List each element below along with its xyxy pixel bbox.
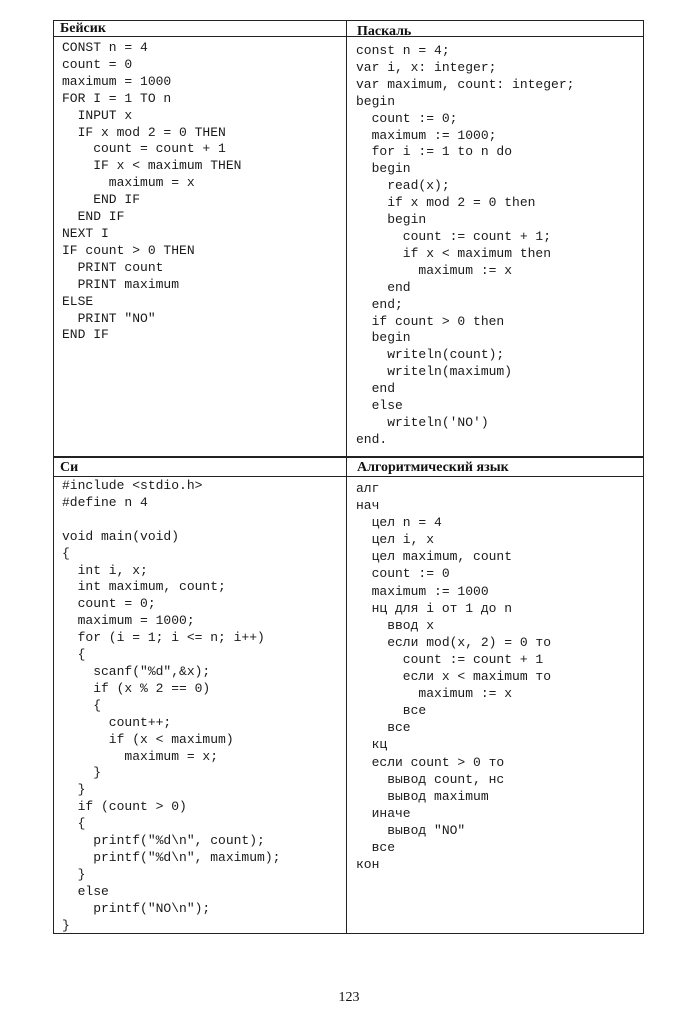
column-divider — [346, 21, 347, 933]
header-divider-bottom — [54, 476, 643, 477]
algo-code: алг нач цел n = 4 цел i, x цел maximum, count count := 0 maximum := 1000 нц для i от 1 до n ввод x если mod(x, 2) = 0 то count := count + 1 если x < maximum то maximum := x все все кц если count > 0 то вывод count, нс вывод maximum иначе вывод "NO" все кон — [356, 481, 552, 873]
pascal-title: Паскаль — [357, 24, 412, 39]
c-code: #include <stdio.h> #define n 4 void main(void) { int i, x; int maximum, count; count = 0; maximum = 1000; for (i = 1; i <= n; i++) { scanf("%d",&x); if (x % 2 == 0) { count++; if (x < maximum) maximum = x; } } if (count > 0) { printf("%d\n", count); printf("%d\n", maximum); } else printf("NO\n"); } — [62, 478, 281, 933]
algo-title: Алгоритмический язык — [357, 460, 509, 475]
code-comparison-table — [53, 20, 644, 934]
basic-code: CONST n = 4 count = 0 maximum = 1000 FOR I = 1 TO n INPUT x IF x mod 2 = 0 THEN count = count + 1 IF x < maximum THEN maximum = x END IF END IF NEXT I IF count > 0 THEN PRINT count PRINT maximum ELSE PRINT "NO" END IF — [62, 40, 242, 343]
row-divider — [54, 456, 643, 458]
basic-title: Бейсик — [60, 21, 106, 36]
header-divider-top — [54, 36, 643, 37]
page-number: 123 — [338, 990, 360, 1005]
pascal-code: const n = 4; var i, x: integer; var maximum, count: integer; begin count := 0; maximum := 1000; for i := 1 to n do begin read(x); if x mod 2 = 0 then begin count := count + 1; if x < maximum then maximum := x end end; if count > 0 then begin writeln(count); writeln(maximum) end else writeln('NO') end. — [356, 43, 575, 447]
c-title: Си — [60, 460, 79, 475]
